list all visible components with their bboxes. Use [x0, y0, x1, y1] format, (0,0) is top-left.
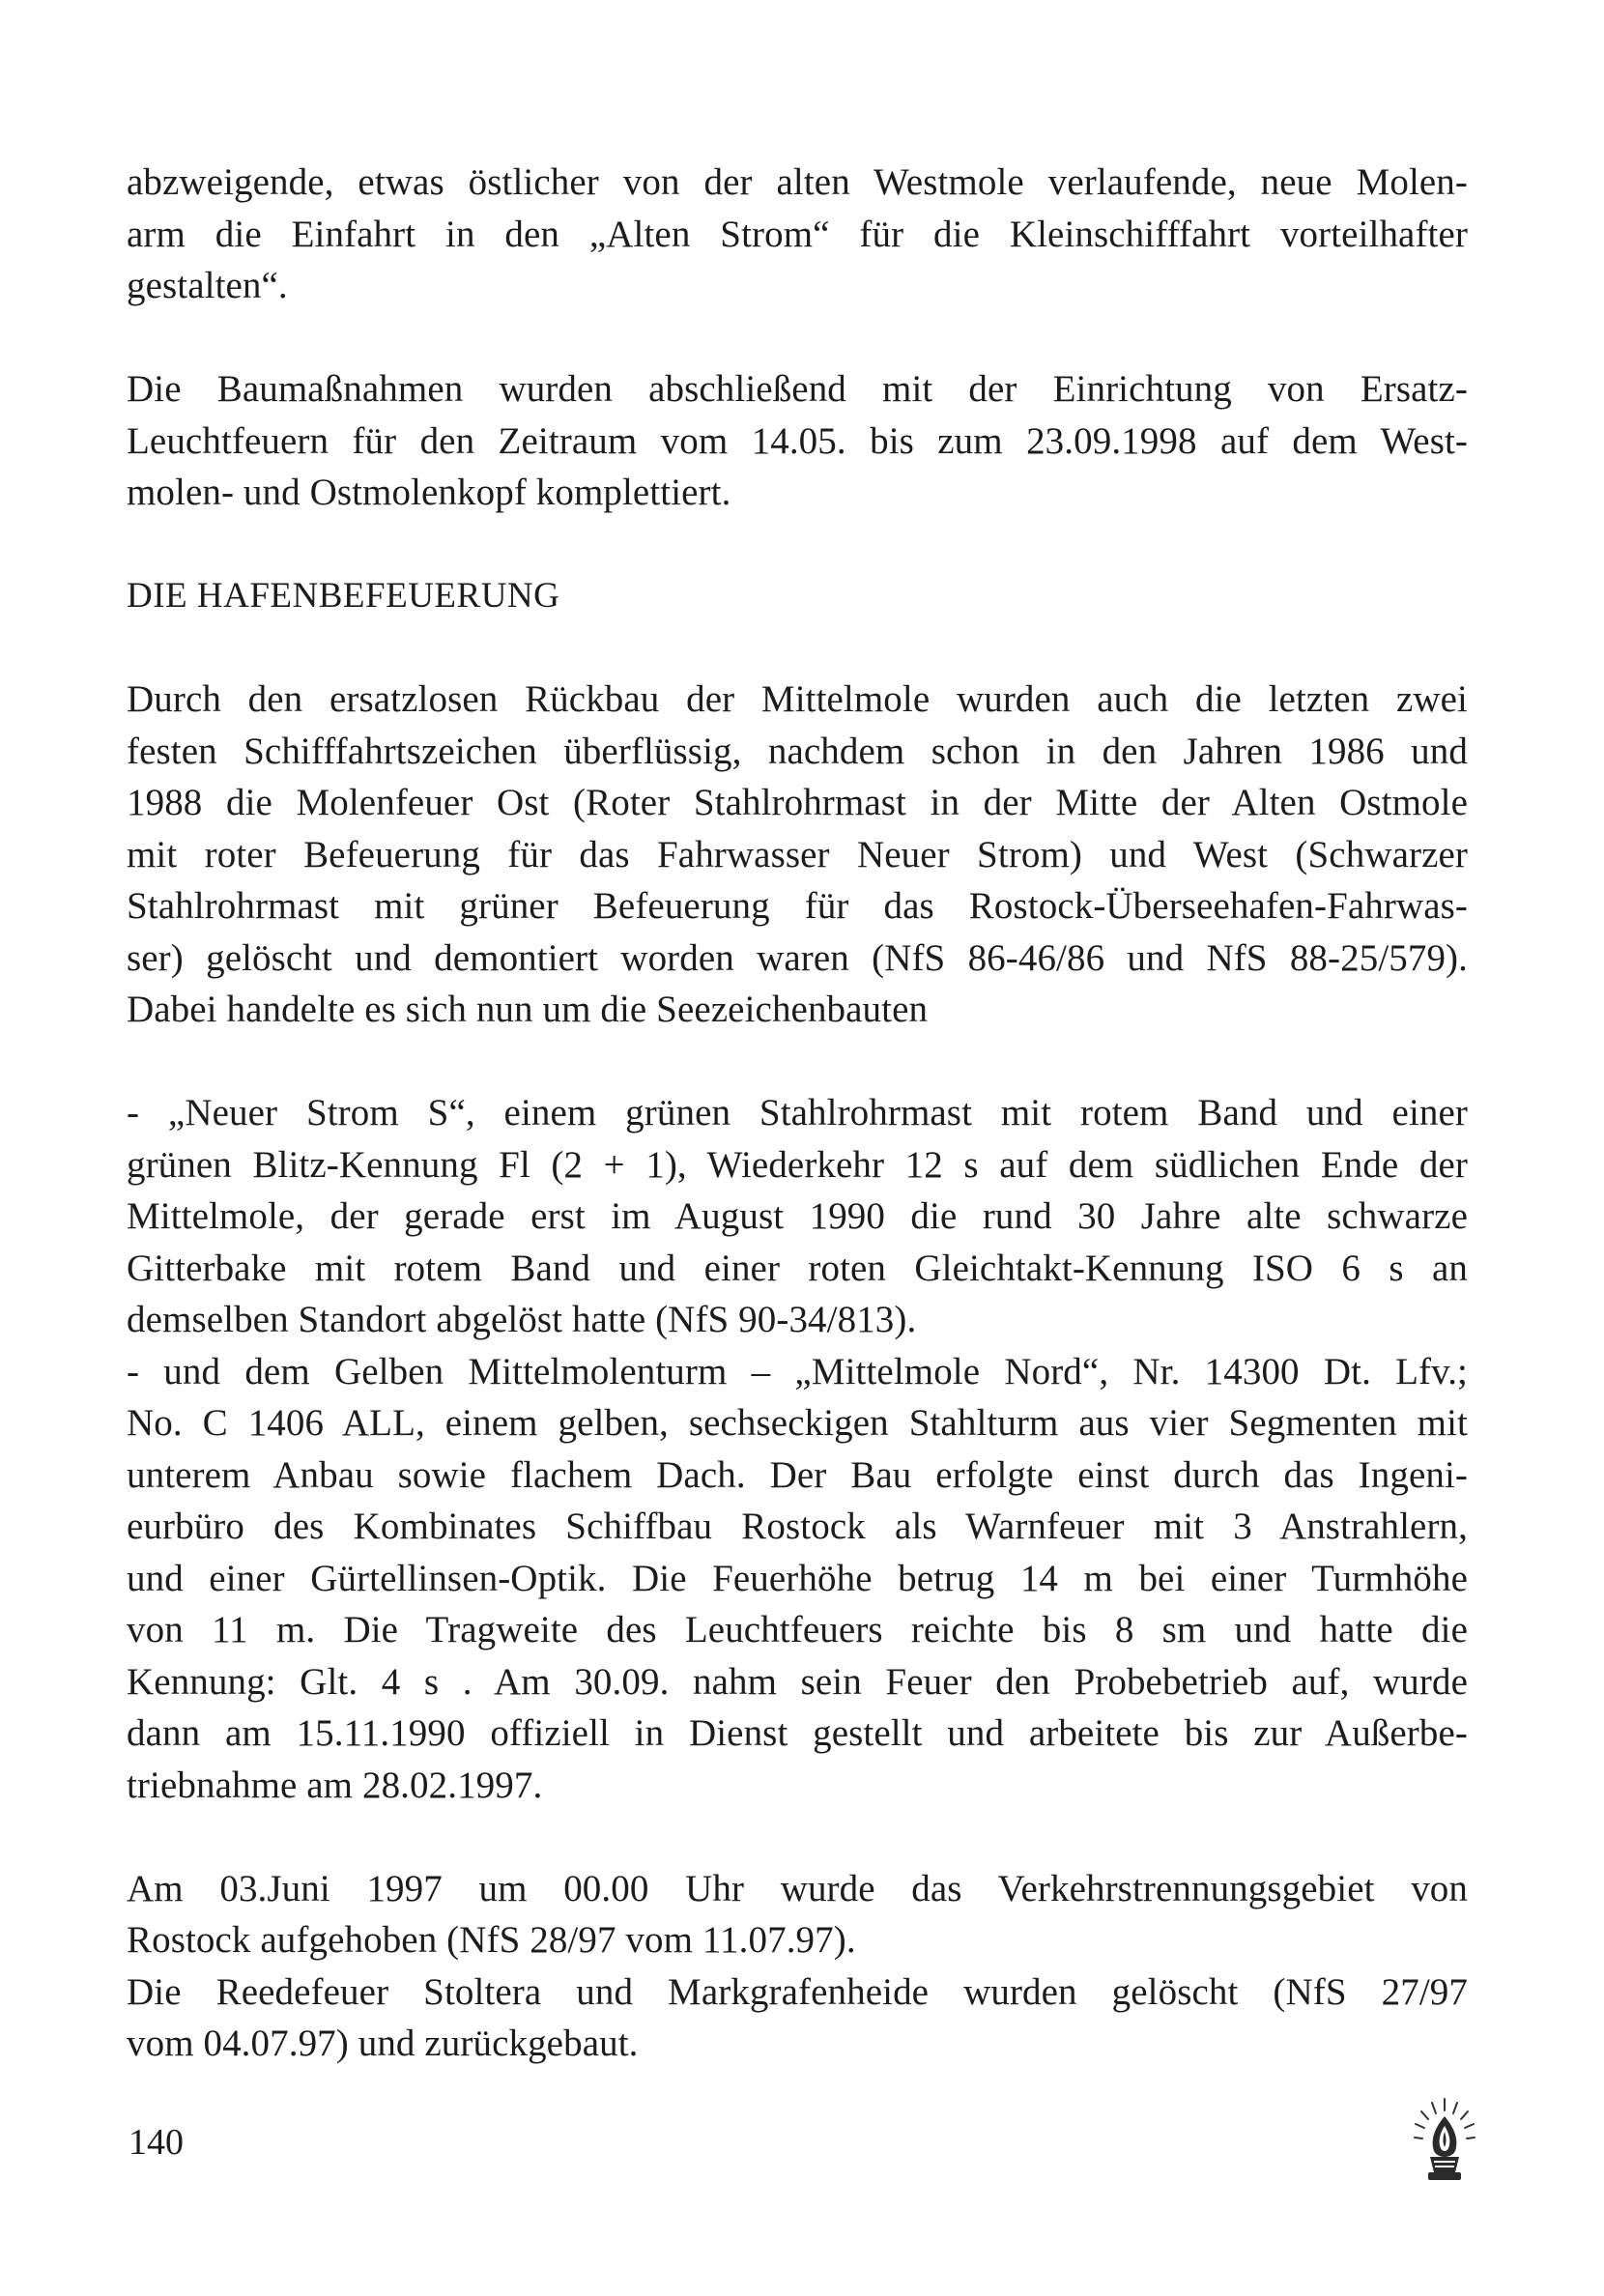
text-line: ser) gelöscht und demontiert worden waren (NfS 86-46/86 und NfS 88-25/579). — [127, 936, 1468, 979]
paragraph-baumassnahmen — [127, 363, 1468, 519]
paragraph-gap — [127, 519, 1468, 571]
text-line: abzweigende, etwas östlicher von der alten Westmole verlaufende, neue Molen- — [127, 161, 1468, 203]
text-line: eurbüro des Kombinates Schiffbau Rostock als Warnfeuer mit 3 Anstrahlern, — [127, 1506, 1468, 1547]
paragraph-gap — [127, 1811, 1468, 1863]
text-line: gestalten“. — [127, 265, 288, 306]
paragraph-gap — [127, 1036, 1468, 1088]
text-line: Gitterbake mit rotem Band und einer roten Gleichtakt-Kennung ISO 6 s an — [127, 1247, 1468, 1289]
text-line: unterem Anbau sowie flachem Dach. Der Bau erfolgte einst durch das Ingeni- — [127, 1453, 1468, 1496]
text-line: Leuchtfeuern für den Zeitraum vom 14.05. bis zum 23.09.1998 auf dem West- — [127, 419, 1468, 462]
paragraph-continuation — [127, 157, 1468, 312]
text-line: Mittelmole, der gerade erst im August 1990 die rund 30 Jahre alte schwarze — [127, 1195, 1468, 1237]
text-line: dann am 15.11.1990 offiziell in Dienst gestellt und arbeitete bis zur Außerbe- — [127, 1712, 1468, 1754]
paragraph-rueckbau — [127, 674, 1468, 1036]
paragraph-seezeichenbauten — [127, 1087, 1468, 1811]
paragraph-gap — [127, 312, 1468, 364]
text-line: Durch den ersatzlosen Rückbau der Mittelmole wurden auch die letzten zwei — [127, 678, 1468, 720]
text-line: Dabei handelte es sich nun um die Seezeichenbauten — [127, 989, 929, 1030]
text-line: von 11 m. Die Tragweite des Leuchtfeuers reichte bis 8 sm und hatte die — [127, 1609, 1468, 1650]
page-number: 140 — [129, 2122, 184, 2163]
text-line: 1988 die Molenfeuer Ost (Roter Stahlrohrmast in der Mitte der Alten Ostmole — [127, 782, 1468, 823]
text-column — [127, 157, 1468, 2070]
text-line: vom 04.07.97) und zurückgebaut. — [127, 2023, 639, 2064]
text-line: festen Schifffahrtszeichen überflüssig, nachdem schon in den Jahren 1986 und — [127, 730, 1468, 772]
text-line: Stahlrohrmast mit grüner Befeuerung für das Rostock-Überseehafen-Fahrwas- — [127, 885, 1468, 927]
text-line: Am 03.Juni 1997 um 00.00 Uhr wurde das Verkehrstrennungsgebiet von — [127, 1867, 1468, 1909]
text-line: Die Baumaßnahmen wurden abschließend mit der Einrichtung von Ersatz- — [127, 368, 1468, 410]
text-line: No. C 1406 ALL, einem gelben, sechseckigen Stahlturm aus vier Segmenten mit — [127, 1402, 1468, 1444]
text-line: arm die Einfahrt in den „Alten Strom“ für die Kleinschifffahrt vorteilhafter — [127, 213, 1468, 255]
text-line: Kennung: Glt. 4 s . Am 30.09. nahm sein Feuer den Probebetrieb auf, wurde — [127, 1660, 1468, 1703]
text-line: - „Neuer Strom S“, einem grünen Stahlrohrmast mit rotem Band und einer — [127, 1092, 1468, 1134]
text-line: Die Reedefeuer Stoltera und Markgrafenheide wurden gelöscht (NfS 27/97 — [127, 1970, 1468, 2013]
text-line: Rostock aufgehoben (NfS 28/97 vom 11.07.97). — [127, 1919, 856, 1961]
paragraph-verkehrstrennung — [127, 1863, 1468, 2070]
text-line: triebnahme am 28.02.1997. — [127, 1764, 543, 1806]
text-line: und einer Gürtellinsen-Optik. Die Feuerhöhe betrug 14 m bei einer Turmhöhe — [127, 1557, 1468, 1599]
text-line: molen- und Ostmolenkopf komplettiert. — [127, 472, 731, 513]
text-line: - und dem Gelben Mittelmolenturm – „Mittelmole Nord“, Nr. 14300 Dt. Lfv.; — [127, 1350, 1468, 1392]
section-heading: DIE HAFENBEFEUERUNG — [127, 576, 560, 616]
paragraph-gap — [127, 622, 1468, 674]
text-line: demselben Standort abgelöst hatte (NfS 90-34/813). — [127, 1299, 917, 1340]
text-line: mit roter Befeuerung für das Fahrwasser Neuer Strom) und West (Schwarzer — [127, 833, 1468, 875]
text-line: grünen Blitz-Kennung Fl (2 + 1), Wiederkehr 12 s auf dem südlichen Ende der — [127, 1143, 1468, 1186]
publisher-emblem-icon — [1411, 2095, 1478, 2190]
